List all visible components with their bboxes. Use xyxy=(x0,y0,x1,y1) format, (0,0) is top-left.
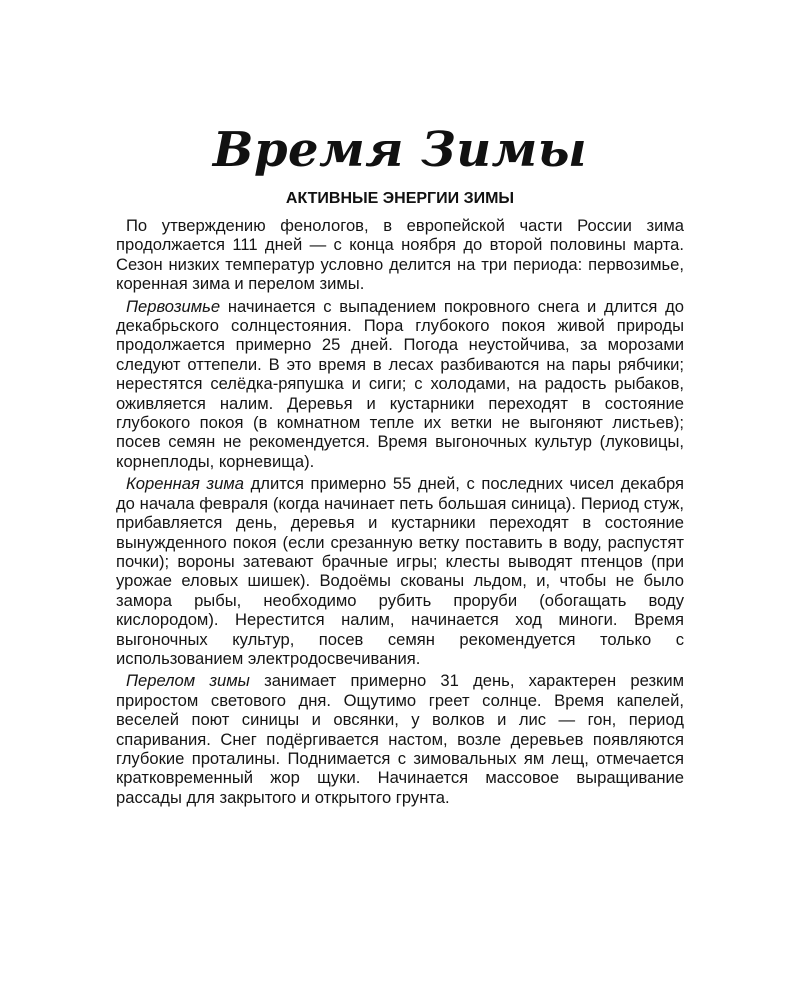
paragraph-text: занимает примерно 31 день, характерен резким приростом светового дня. Ощутимо греет солнце. Время капелей, веселей поют синицы и овсянки, у волков и лис — гон, период спаривания. Снег подёргивается настом, возле деревьев появляются глубокие проталины. Поднимается с зимовальных ям лещ, отмечается кратковременный жор щуки. Начинается массовое выращивание рассады для закрытого и открытого грунта. xyxy=(116,671,684,807)
paragraph-lead-term: Первозимье xyxy=(126,296,221,316)
paragraph-pervozimye xyxy=(116,297,684,472)
paragraph-text: По утверждению фенологов, в европейской части России зима продолжается 111 дней — с конца ноября до второй половины марта. Сезон низких температур условно делится на три периода: первозимье, коренная зима и перелом зимы. xyxy=(116,216,684,294)
paragraph-text: длится примерно 55 дней, с последних чисел декабря до начала февраля (когда начинает петь большая синица). Период стуж, прибавляется день, деревья и кустарники переходят в состояние вынужденного покоя (если срезанную ветку поставить в воду, распустят почки); вороны затевают брачные игры; клесты выводят птенцов (при урожае еловых шишек). Водоёмы скованы льдом, и, чтобы не было замора рыбы, необходимо рубить проруби (обогащать воду кислородом). Нерестится налим, начинается ход миноги. Время выгоночных культур, посев семян рекомендуется только с использованием электродосвечивания. xyxy=(116,474,684,668)
paragraph-lead-term: Перелом зимы xyxy=(126,671,250,691)
paragraph-korennaya-zima xyxy=(116,474,684,668)
section-heading: АКТИВНЫЕ ЭНЕРГИИ ЗИМЫ xyxy=(285,190,515,207)
paragraph-lead-term: Коренная зима xyxy=(126,474,244,494)
chapter-title: Время Зимы xyxy=(212,122,588,178)
paragraph-perelom-zimy xyxy=(116,671,684,807)
book-page xyxy=(116,120,684,810)
paragraph-intro xyxy=(116,216,684,294)
paragraph-text: начинается с выпадением покровного снега и длится до декабрьского солнцестояния. Пора глубокого покоя живой природы продолжается примерно 25 дней. Погода неустойчива, за морозами следуют оттепели. В это время в лесах разбиваются на пары рябчики; нерестятся селёдка-ряпушка и сиги; с холодами, на радость рыбаков, оживляется налим. Деревья и кустарники переходят в состояние глубокого покоя (в комнатном тепле их ветки не выгоняют листьев); посев семян не рекомендуется. Время выгоночных культур (луковицы, корнеплоды, корневища). xyxy=(116,296,684,471)
